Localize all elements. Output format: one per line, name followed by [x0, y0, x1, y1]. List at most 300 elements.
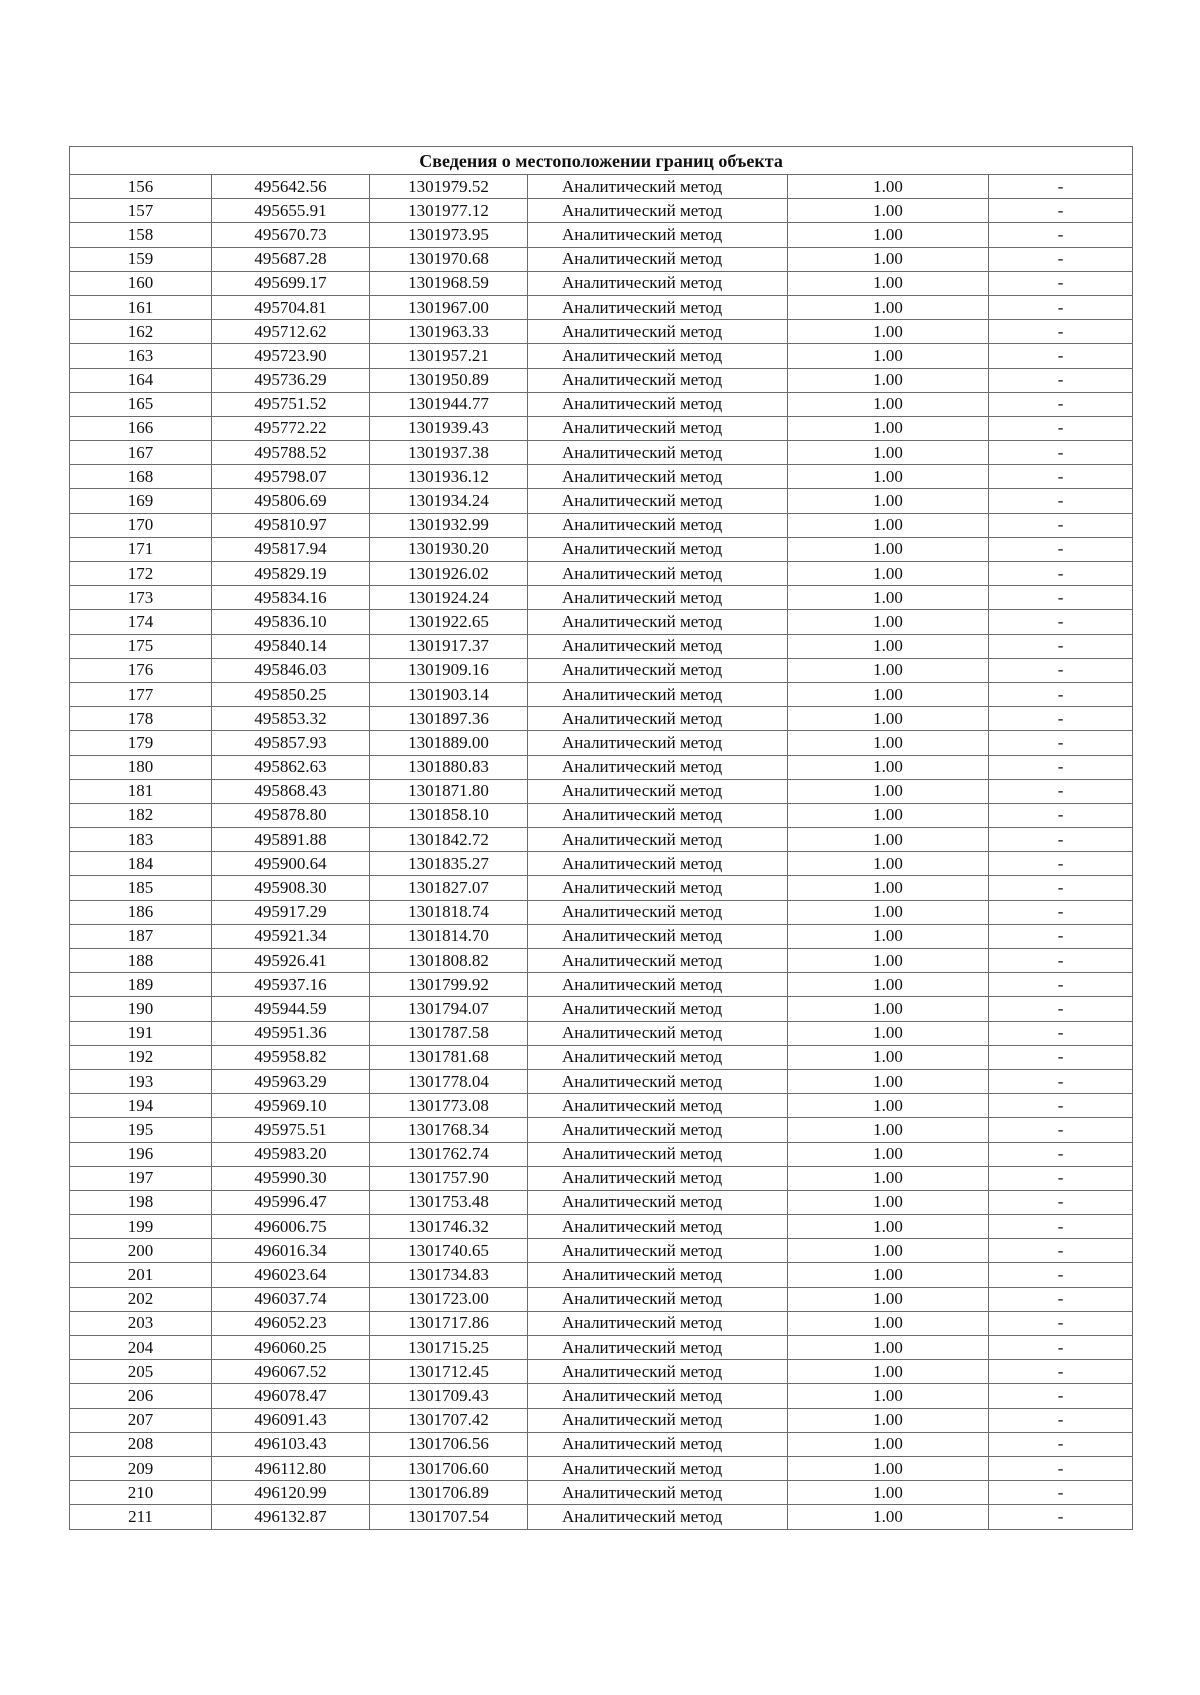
table-row	[70, 707, 1133, 731]
table-row	[70, 537, 1133, 561]
accuracy-cell: 1.00	[788, 1142, 989, 1166]
accuracy-cell: 1.00	[788, 1263, 989, 1287]
table-row	[70, 465, 1133, 489]
note-cell: -	[989, 997, 1133, 1021]
note-cell: -	[989, 1190, 1133, 1214]
point-number-cell: 181	[70, 779, 212, 803]
table-row	[70, 949, 1133, 973]
x-coordinate-cell: 495798.07	[212, 465, 370, 489]
point-number-cell: 177	[70, 682, 212, 706]
x-coordinate-cell: 496016.34	[212, 1239, 370, 1263]
point-number-cell: 199	[70, 1215, 212, 1239]
method-cell: Аналитический метод	[528, 223, 788, 247]
table-row	[70, 1142, 1133, 1166]
accuracy-cell: 1.00	[788, 1360, 989, 1384]
x-coordinate-cell: 495836.10	[212, 610, 370, 634]
point-number-cell: 169	[70, 489, 212, 513]
method-cell: Аналитический метод	[528, 1094, 788, 1118]
method-cell: Аналитический метод	[528, 876, 788, 900]
x-coordinate-cell: 495857.93	[212, 731, 370, 755]
point-number-cell: 157	[70, 199, 212, 223]
table-row	[70, 586, 1133, 610]
note-cell: -	[989, 1456, 1133, 1480]
table-row	[70, 828, 1133, 852]
accuracy-cell: 1.00	[788, 271, 989, 295]
accuracy-cell: 1.00	[788, 1069, 989, 1093]
y-coordinate-cell: 1301973.95	[370, 223, 528, 247]
x-coordinate-cell: 495951.36	[212, 1021, 370, 1045]
method-cell: Аналитический метод	[528, 1311, 788, 1335]
method-cell: Аналитический метод	[528, 1021, 788, 1045]
point-number-cell: 172	[70, 562, 212, 586]
method-cell: Аналитический метод	[528, 199, 788, 223]
accuracy-cell: 1.00	[788, 973, 989, 997]
point-number-cell: 175	[70, 634, 212, 658]
note-cell: -	[989, 271, 1133, 295]
x-coordinate-cell: 495699.17	[212, 271, 370, 295]
x-coordinate-cell: 495834.16	[212, 586, 370, 610]
point-number-cell: 165	[70, 392, 212, 416]
y-coordinate-cell: 1301936.12	[370, 465, 528, 489]
point-number-cell: 188	[70, 949, 212, 973]
method-cell: Аналитический метод	[528, 1384, 788, 1408]
table-row	[70, 658, 1133, 682]
x-coordinate-cell: 496112.80	[212, 1456, 370, 1480]
y-coordinate-cell: 1301706.56	[370, 1432, 528, 1456]
point-number-cell: 168	[70, 465, 212, 489]
x-coordinate-cell: 495817.94	[212, 537, 370, 561]
point-number-cell: 209	[70, 1456, 212, 1480]
accuracy-cell: 1.00	[788, 1311, 989, 1335]
method-cell: Аналитический метод	[528, 803, 788, 827]
note-cell: -	[989, 1142, 1133, 1166]
x-coordinate-cell: 495900.64	[212, 852, 370, 876]
y-coordinate-cell: 1301746.32	[370, 1215, 528, 1239]
note-cell: -	[989, 1311, 1133, 1335]
y-coordinate-cell: 1301970.68	[370, 247, 528, 271]
point-number-cell: 195	[70, 1118, 212, 1142]
accuracy-cell: 1.00	[788, 779, 989, 803]
point-number-cell: 198	[70, 1190, 212, 1214]
table-row	[70, 755, 1133, 779]
point-number-cell: 176	[70, 658, 212, 682]
note-cell: -	[989, 876, 1133, 900]
accuracy-cell: 1.00	[788, 1287, 989, 1311]
x-coordinate-cell: 496132.87	[212, 1505, 370, 1529]
x-coordinate-cell: 495983.20	[212, 1142, 370, 1166]
point-number-cell: 163	[70, 344, 212, 368]
accuracy-cell: 1.00	[788, 1118, 989, 1142]
y-coordinate-cell: 1301897.36	[370, 707, 528, 731]
note-cell: -	[989, 1384, 1133, 1408]
accuracy-cell: 1.00	[788, 682, 989, 706]
x-coordinate-cell: 495917.29	[212, 900, 370, 924]
point-number-cell: 200	[70, 1239, 212, 1263]
method-cell: Аналитический метод	[528, 1263, 788, 1287]
accuracy-cell: 1.00	[788, 223, 989, 247]
point-number-cell: 189	[70, 973, 212, 997]
x-coordinate-cell: 496067.52	[212, 1360, 370, 1384]
note-cell: -	[989, 1118, 1133, 1142]
method-cell: Аналитический метод	[528, 610, 788, 634]
x-coordinate-cell: 496006.75	[212, 1215, 370, 1239]
x-coordinate-cell: 496023.64	[212, 1263, 370, 1287]
y-coordinate-cell: 1301934.24	[370, 489, 528, 513]
note-cell: -	[989, 489, 1133, 513]
table-row	[70, 1166, 1133, 1190]
method-cell: Аналитический метод	[528, 1287, 788, 1311]
accuracy-cell: 1.00	[788, 1336, 989, 1360]
accuracy-cell: 1.00	[788, 900, 989, 924]
table-row	[70, 392, 1133, 416]
x-coordinate-cell: 495926.41	[212, 949, 370, 973]
point-number-cell: 179	[70, 731, 212, 755]
x-coordinate-cell: 496078.47	[212, 1384, 370, 1408]
table-row	[70, 1239, 1133, 1263]
note-cell: -	[989, 537, 1133, 561]
point-number-cell: 173	[70, 586, 212, 610]
y-coordinate-cell: 1301773.08	[370, 1094, 528, 1118]
accuracy-cell: 1.00	[788, 924, 989, 948]
y-coordinate-cell: 1301781.68	[370, 1045, 528, 1069]
accuracy-cell: 1.00	[788, 1239, 989, 1263]
table-row	[70, 1069, 1133, 1093]
x-coordinate-cell: 495878.80	[212, 803, 370, 827]
method-cell: Аналитический метод	[528, 1336, 788, 1360]
y-coordinate-cell: 1301922.65	[370, 610, 528, 634]
table-row	[70, 997, 1133, 1021]
y-coordinate-cell: 1301715.25	[370, 1336, 528, 1360]
method-cell: Аналитический метод	[528, 392, 788, 416]
x-coordinate-cell: 495712.62	[212, 320, 370, 344]
accuracy-cell: 1.00	[788, 1215, 989, 1239]
accuracy-cell: 1.00	[788, 658, 989, 682]
x-coordinate-cell: 495958.82	[212, 1045, 370, 1069]
note-cell: -	[989, 949, 1133, 973]
x-coordinate-cell: 495788.52	[212, 441, 370, 465]
method-cell: Аналитический метод	[528, 682, 788, 706]
x-coordinate-cell: 495963.29	[212, 1069, 370, 1093]
note-cell: -	[989, 755, 1133, 779]
method-cell: Аналитический метод	[528, 1166, 788, 1190]
x-coordinate-cell: 496120.99	[212, 1481, 370, 1505]
accuracy-cell: 1.00	[788, 634, 989, 658]
table-row	[70, 924, 1133, 948]
table-row	[70, 175, 1133, 199]
point-number-cell: 183	[70, 828, 212, 852]
table-row	[70, 803, 1133, 827]
note-cell: -	[989, 1432, 1133, 1456]
method-cell: Аналитический метод	[528, 586, 788, 610]
x-coordinate-cell: 495642.56	[212, 175, 370, 199]
y-coordinate-cell: 1301968.59	[370, 271, 528, 295]
y-coordinate-cell: 1301963.33	[370, 320, 528, 344]
table-row	[70, 441, 1133, 465]
accuracy-cell: 1.00	[788, 441, 989, 465]
accuracy-cell: 1.00	[788, 755, 989, 779]
note-cell: -	[989, 441, 1133, 465]
note-cell: -	[989, 295, 1133, 319]
method-cell: Аналитический метод	[528, 1408, 788, 1432]
y-coordinate-cell: 1301932.99	[370, 513, 528, 537]
method-cell: Аналитический метод	[528, 513, 788, 537]
table-row	[70, 1432, 1133, 1456]
method-cell: Аналитический метод	[528, 1142, 788, 1166]
note-cell: -	[989, 852, 1133, 876]
accuracy-cell: 1.00	[788, 586, 989, 610]
table-row	[70, 973, 1133, 997]
note-cell: -	[989, 1287, 1133, 1311]
y-coordinate-cell: 1301880.83	[370, 755, 528, 779]
y-coordinate-cell: 1301903.14	[370, 682, 528, 706]
table-row	[70, 1021, 1133, 1045]
y-coordinate-cell: 1301794.07	[370, 997, 528, 1021]
x-coordinate-cell: 495704.81	[212, 295, 370, 319]
method-cell: Аналитический метод	[528, 634, 788, 658]
accuracy-cell: 1.00	[788, 731, 989, 755]
y-coordinate-cell: 1301723.00	[370, 1287, 528, 1311]
note-cell: -	[989, 803, 1133, 827]
table-row	[70, 1094, 1133, 1118]
y-coordinate-cell: 1301926.02	[370, 562, 528, 586]
table-row	[70, 1336, 1133, 1360]
y-coordinate-cell: 1301939.43	[370, 416, 528, 440]
table-row	[70, 1505, 1133, 1529]
x-coordinate-cell: 495840.14	[212, 634, 370, 658]
method-cell: Аналитический метод	[528, 416, 788, 440]
method-cell: Аналитический метод	[528, 271, 788, 295]
note-cell: -	[989, 175, 1133, 199]
y-coordinate-cell: 1301707.42	[370, 1408, 528, 1432]
y-coordinate-cell: 1301967.00	[370, 295, 528, 319]
method-cell: Аналитический метод	[528, 1239, 788, 1263]
note-cell: -	[989, 223, 1133, 247]
point-number-cell: 167	[70, 441, 212, 465]
point-number-cell: 210	[70, 1481, 212, 1505]
method-cell: Аналитический метод	[528, 1432, 788, 1456]
accuracy-cell: 1.00	[788, 1190, 989, 1214]
accuracy-cell: 1.00	[788, 852, 989, 876]
point-number-cell: 161	[70, 295, 212, 319]
x-coordinate-cell: 496103.43	[212, 1432, 370, 1456]
method-cell: Аналитический метод	[528, 489, 788, 513]
accuracy-cell: 1.00	[788, 392, 989, 416]
x-coordinate-cell: 495751.52	[212, 392, 370, 416]
accuracy-cell: 1.00	[788, 320, 989, 344]
y-coordinate-cell: 1301787.58	[370, 1021, 528, 1045]
x-coordinate-cell: 495969.10	[212, 1094, 370, 1118]
method-cell: Аналитический метод	[528, 973, 788, 997]
x-coordinate-cell: 496052.23	[212, 1311, 370, 1335]
note-cell: -	[989, 1166, 1133, 1190]
table-row	[70, 1190, 1133, 1214]
table-row	[70, 271, 1133, 295]
y-coordinate-cell: 1301762.74	[370, 1142, 528, 1166]
note-cell: -	[989, 465, 1133, 489]
table-title: Сведения о местоположении границ объекта	[70, 147, 1133, 175]
y-coordinate-cell: 1301740.65	[370, 1239, 528, 1263]
x-coordinate-cell: 495829.19	[212, 562, 370, 586]
y-coordinate-cell: 1301709.43	[370, 1384, 528, 1408]
y-coordinate-cell: 1301889.00	[370, 731, 528, 755]
point-number-cell: 194	[70, 1094, 212, 1118]
point-number-cell: 211	[70, 1505, 212, 1529]
method-cell: Аналитический метод	[528, 731, 788, 755]
method-cell: Аналитический метод	[528, 1456, 788, 1480]
point-number-cell: 193	[70, 1069, 212, 1093]
table-row	[70, 320, 1133, 344]
point-number-cell: 185	[70, 876, 212, 900]
table-row	[70, 852, 1133, 876]
point-number-cell: 184	[70, 852, 212, 876]
method-cell: Аналитический метод	[528, 295, 788, 319]
y-coordinate-cell: 1301979.52	[370, 175, 528, 199]
table-row	[70, 562, 1133, 586]
point-number-cell: 158	[70, 223, 212, 247]
x-coordinate-cell: 495862.63	[212, 755, 370, 779]
table-row	[70, 199, 1133, 223]
point-number-cell: 166	[70, 416, 212, 440]
y-coordinate-cell: 1301757.90	[370, 1166, 528, 1190]
point-number-cell: 156	[70, 175, 212, 199]
x-coordinate-cell: 495670.73	[212, 223, 370, 247]
method-cell: Аналитический метод	[528, 1360, 788, 1384]
table-row	[70, 1311, 1133, 1335]
y-coordinate-cell: 1301977.12	[370, 199, 528, 223]
accuracy-cell: 1.00	[788, 803, 989, 827]
table-row	[70, 1360, 1133, 1384]
accuracy-cell: 1.00	[788, 175, 989, 199]
accuracy-cell: 1.00	[788, 537, 989, 561]
method-cell: Аналитический метод	[528, 1045, 788, 1069]
table-row	[70, 247, 1133, 271]
x-coordinate-cell: 495937.16	[212, 973, 370, 997]
note-cell: -	[989, 610, 1133, 634]
point-number-cell: 205	[70, 1360, 212, 1384]
note-cell: -	[989, 731, 1133, 755]
x-coordinate-cell: 495908.30	[212, 876, 370, 900]
table-row	[70, 1045, 1133, 1069]
y-coordinate-cell: 1301827.07	[370, 876, 528, 900]
accuracy-cell: 1.00	[788, 1432, 989, 1456]
accuracy-cell: 1.00	[788, 489, 989, 513]
note-cell: -	[989, 586, 1133, 610]
method-cell: Аналитический метод	[528, 779, 788, 803]
table-row	[70, 1263, 1133, 1287]
accuracy-cell: 1.00	[788, 997, 989, 1021]
table-row	[70, 610, 1133, 634]
table-title-row	[70, 147, 1133, 175]
y-coordinate-cell: 1301778.04	[370, 1069, 528, 1093]
table-row	[70, 731, 1133, 755]
table-row	[70, 876, 1133, 900]
accuracy-cell: 1.00	[788, 295, 989, 319]
table-row	[70, 682, 1133, 706]
note-cell: -	[989, 1481, 1133, 1505]
x-coordinate-cell: 496060.25	[212, 1336, 370, 1360]
accuracy-cell: 1.00	[788, 1166, 989, 1190]
point-number-cell: 190	[70, 997, 212, 1021]
x-coordinate-cell: 496091.43	[212, 1408, 370, 1432]
x-coordinate-cell: 495806.69	[212, 489, 370, 513]
x-coordinate-cell: 495975.51	[212, 1118, 370, 1142]
table-row	[70, 489, 1133, 513]
point-number-cell: 196	[70, 1142, 212, 1166]
method-cell: Аналитический метод	[528, 562, 788, 586]
accuracy-cell: 1.00	[788, 562, 989, 586]
y-coordinate-cell: 1301818.74	[370, 900, 528, 924]
point-number-cell: 197	[70, 1166, 212, 1190]
y-coordinate-cell: 1301799.92	[370, 973, 528, 997]
table-row	[70, 295, 1133, 319]
note-cell: -	[989, 1094, 1133, 1118]
point-number-cell: 186	[70, 900, 212, 924]
table-row	[70, 1481, 1133, 1505]
note-cell: -	[989, 707, 1133, 731]
note-cell: -	[989, 199, 1133, 223]
point-number-cell: 191	[70, 1021, 212, 1045]
y-coordinate-cell: 1301717.86	[370, 1311, 528, 1335]
accuracy-cell: 1.00	[788, 1021, 989, 1045]
note-cell: -	[989, 1408, 1133, 1432]
method-cell: Аналитический метод	[528, 755, 788, 779]
x-coordinate-cell: 495996.47	[212, 1190, 370, 1214]
x-coordinate-cell: 495736.29	[212, 368, 370, 392]
table-row	[70, 223, 1133, 247]
y-coordinate-cell: 1301930.20	[370, 537, 528, 561]
table-row	[70, 1118, 1133, 1142]
x-coordinate-cell: 495687.28	[212, 247, 370, 271]
note-cell: -	[989, 658, 1133, 682]
method-cell: Аналитический метод	[528, 1215, 788, 1239]
y-coordinate-cell: 1301768.34	[370, 1118, 528, 1142]
method-cell: Аналитический метод	[528, 852, 788, 876]
table-row	[70, 368, 1133, 392]
y-coordinate-cell: 1301937.38	[370, 441, 528, 465]
accuracy-cell: 1.00	[788, 199, 989, 223]
method-cell: Аналитический метод	[528, 1190, 788, 1214]
method-cell: Аналитический метод	[528, 344, 788, 368]
y-coordinate-cell: 1301871.80	[370, 779, 528, 803]
y-coordinate-cell: 1301712.45	[370, 1360, 528, 1384]
note-cell: -	[989, 900, 1133, 924]
y-coordinate-cell: 1301842.72	[370, 828, 528, 852]
point-number-cell: 201	[70, 1263, 212, 1287]
point-number-cell: 203	[70, 1311, 212, 1335]
accuracy-cell: 1.00	[788, 876, 989, 900]
method-cell: Аналитический метод	[528, 924, 788, 948]
method-cell: Аналитический метод	[528, 465, 788, 489]
note-cell: -	[989, 1263, 1133, 1287]
y-coordinate-cell: 1301957.21	[370, 344, 528, 368]
note-cell: -	[989, 247, 1133, 271]
x-coordinate-cell: 495868.43	[212, 779, 370, 803]
point-number-cell: 206	[70, 1384, 212, 1408]
table-row	[70, 900, 1133, 924]
method-cell: Аналитический метод	[528, 828, 788, 852]
note-cell: -	[989, 924, 1133, 948]
note-cell: -	[989, 1336, 1133, 1360]
table-row	[70, 1456, 1133, 1480]
point-number-cell: 187	[70, 924, 212, 948]
x-coordinate-cell: 495850.25	[212, 682, 370, 706]
accuracy-cell: 1.00	[788, 1456, 989, 1480]
table-row	[70, 513, 1133, 537]
x-coordinate-cell: 495944.59	[212, 997, 370, 1021]
x-coordinate-cell: 496037.74	[212, 1287, 370, 1311]
note-cell: -	[989, 344, 1133, 368]
note-cell: -	[989, 368, 1133, 392]
